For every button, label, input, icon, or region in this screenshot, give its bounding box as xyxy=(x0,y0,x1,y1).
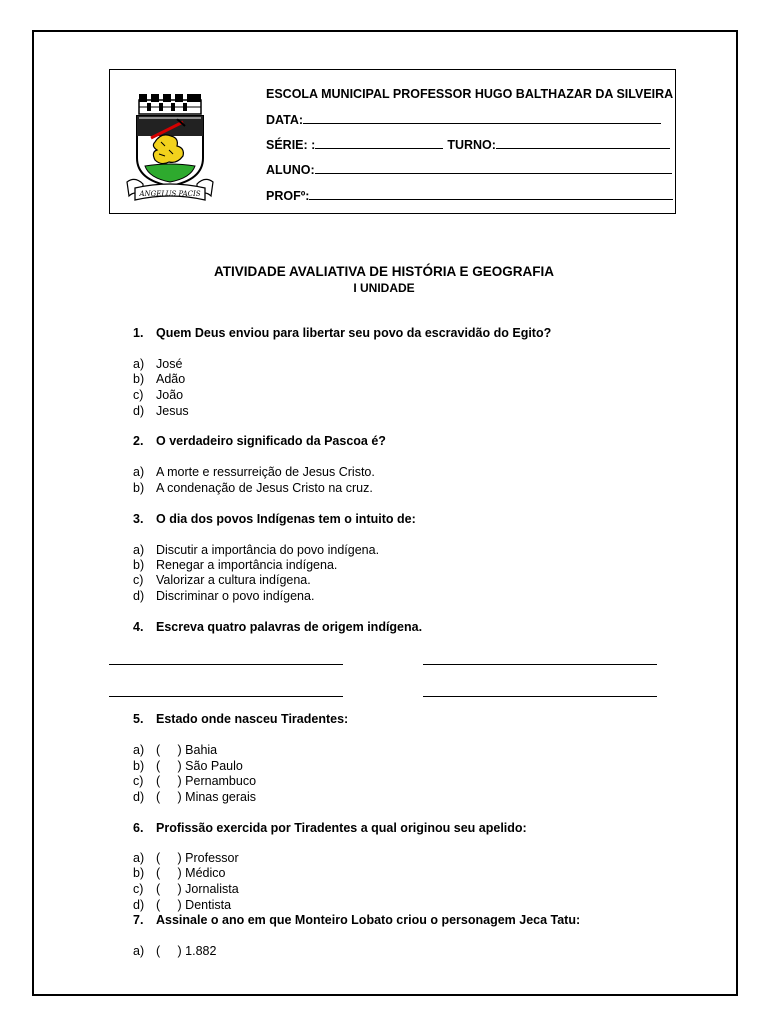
question-text: Assinale o ano em que Monteiro Lobato criou o personagem Jeca Tatu: xyxy=(156,913,581,927)
option-text: ( ) Bahia xyxy=(156,743,218,757)
option-text: José xyxy=(156,357,183,371)
option-text: ( ) 1.882 xyxy=(156,944,217,958)
question-text: Profissão exercida por Tiradentes a qual originou seu apelido: xyxy=(156,821,527,835)
option-letter: c) xyxy=(133,774,144,788)
page-title: ATIVIDADE AVALIATIVA DE HISTÓRIA E GEOGRAFIA xyxy=(213,264,554,279)
aluno-field xyxy=(266,162,672,177)
option-letter: d) xyxy=(133,589,145,603)
q6-option-c[interactable] xyxy=(133,882,239,896)
option-letter: d) xyxy=(133,898,145,912)
q3-option-c[interactable] xyxy=(133,573,311,587)
school-name: ESCOLA MUNICIPAL PROFESSOR HUGO BALTHAZAR DA SILVEIRA xyxy=(266,87,674,101)
aluno-label: ALUNO: xyxy=(266,163,315,177)
option-text: ( ) Dentista xyxy=(156,898,232,912)
option-letter: b) xyxy=(133,481,145,495)
q1-option-b[interactable] xyxy=(133,372,185,386)
option-letter: b) xyxy=(133,866,145,880)
option-text: Discutir a importância do povo indígena. xyxy=(156,543,380,557)
option-text: ( ) Jornalista xyxy=(156,882,239,896)
option-letter: c) xyxy=(133,882,144,896)
question-text: Estado onde nasceu Tiradentes: xyxy=(156,712,349,726)
option-text: ( ) Professor xyxy=(156,851,239,865)
q3-option-d[interactable] xyxy=(133,589,314,603)
q1-option-c[interactable] xyxy=(133,388,183,402)
q5-option-b[interactable] xyxy=(133,759,243,773)
q5-option-c[interactable] xyxy=(133,774,256,788)
question-text: O dia dos povos Indígenas tem o intuito de: xyxy=(156,512,416,526)
option-letter: a) xyxy=(133,357,145,371)
question-text: Quem Deus enviou para libertar seu povo da escravidão do Egito? xyxy=(156,326,552,340)
question-number: 3. xyxy=(133,512,144,526)
option-text: João xyxy=(156,388,184,402)
answer-line[interactable] xyxy=(423,696,657,697)
q7-option-a[interactable] xyxy=(133,944,216,958)
date-field xyxy=(266,112,661,127)
option-letter: b) xyxy=(133,759,145,773)
option-letter: b) xyxy=(133,372,145,386)
q2-option-a[interactable] xyxy=(133,465,375,479)
turno-label: TURNO: xyxy=(447,138,496,152)
option-letter: c) xyxy=(133,573,144,587)
serie-turno-field xyxy=(266,137,670,152)
question-number: 1. xyxy=(133,326,144,340)
q5-option-a[interactable] xyxy=(133,743,217,757)
serie-label: SÉRIE: : xyxy=(266,138,316,152)
school-crest-logo xyxy=(125,92,215,204)
q1-option-d[interactable] xyxy=(133,404,189,418)
option-text: ( ) Minas gerais xyxy=(156,790,257,804)
crest-motto: ANGELUS PACIS xyxy=(139,190,201,198)
question-number: 4. xyxy=(133,620,144,634)
q6-option-d[interactable] xyxy=(133,898,231,912)
option-text: A morte e ressurreição de Jesus Cristo. xyxy=(156,465,375,479)
option-letter: c) xyxy=(133,388,144,402)
option-text: Renegar a importância indígena. xyxy=(156,558,338,572)
aluno-blank[interactable] xyxy=(315,162,672,174)
option-text: Jesus xyxy=(156,404,189,418)
option-letter: a) xyxy=(133,944,145,958)
q3-option-a[interactable] xyxy=(133,543,379,557)
option-text: Valorizar a cultura indígena. xyxy=(156,573,311,587)
option-letter: b) xyxy=(133,558,145,572)
question-number: 7. xyxy=(133,913,144,927)
option-letter: a) xyxy=(133,465,145,479)
question-number: 5. xyxy=(133,712,144,726)
date-blank[interactable] xyxy=(303,112,661,124)
option-letter: d) xyxy=(133,790,145,804)
q6-option-b[interactable] xyxy=(133,866,225,880)
page-subtitle: I UNIDADE xyxy=(353,281,415,295)
question-2 xyxy=(133,434,386,448)
option-text: Discriminar o povo indígena. xyxy=(156,589,315,603)
q3-option-b[interactable] xyxy=(133,558,337,572)
date-label: DATA: xyxy=(266,113,304,127)
question-text: Escreva quatro palavras de origem indígena. xyxy=(156,620,423,634)
question-4 xyxy=(133,620,422,634)
answer-line[interactable] xyxy=(109,696,343,697)
answer-line[interactable] xyxy=(423,664,657,665)
option-letter: a) xyxy=(133,851,145,865)
serie-blank[interactable] xyxy=(315,137,443,149)
option-letter: a) xyxy=(133,743,145,757)
q2-option-b[interactable] xyxy=(133,481,373,495)
option-text: ( ) São Paulo xyxy=(156,759,243,773)
option-letter: d) xyxy=(133,404,145,418)
question-text: O verdadeiro significado da Pascoa é? xyxy=(156,434,386,448)
option-text: Adão xyxy=(156,372,186,386)
option-letter: a) xyxy=(133,543,145,557)
prof-blank[interactable] xyxy=(309,188,673,200)
option-text: A condenação de Jesus Cristo na cruz. xyxy=(156,481,373,495)
question-7 xyxy=(133,913,580,927)
option-text: ( ) Médico xyxy=(156,866,226,880)
prof-label: PROFº: xyxy=(266,189,310,203)
q1-option-a[interactable] xyxy=(133,357,182,371)
question-3 xyxy=(133,512,416,526)
question-6 xyxy=(133,821,527,835)
option-text: ( ) Pernambuco xyxy=(156,774,257,788)
question-number: 6. xyxy=(133,821,144,835)
answer-line[interactable] xyxy=(109,664,343,665)
turno-blank[interactable] xyxy=(496,137,670,149)
question-5 xyxy=(133,712,348,726)
question-number: 2. xyxy=(133,434,144,448)
q5-option-d[interactable] xyxy=(133,790,256,804)
q6-option-a[interactable] xyxy=(133,851,239,865)
question-1 xyxy=(133,326,551,340)
prof-field xyxy=(266,188,673,203)
